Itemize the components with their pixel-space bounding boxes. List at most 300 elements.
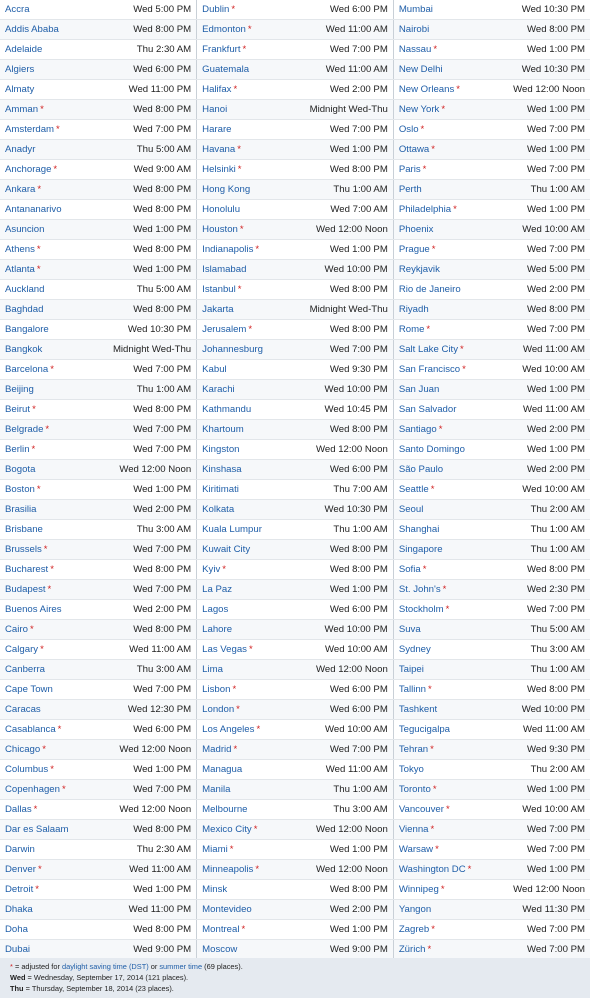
city-link[interactable]: Mexico City [202, 824, 252, 835]
city-link[interactable]: Kingston [202, 444, 240, 455]
city-link[interactable]: Doha [5, 924, 28, 935]
city-link[interactable]: Santo Domingo [398, 444, 465, 455]
city-link[interactable]: Cape Town [5, 684, 53, 695]
local-time: Wed 6:00 PM [100, 60, 197, 80]
city-link[interactable]: Kuala Lumpur [202, 524, 262, 535]
local-time: Wed 9:00 PM [100, 940, 197, 960]
city-link[interactable]: Kiritimati [202, 484, 239, 495]
dst-marker: * [233, 744, 238, 755]
city-link[interactable]: Anchorage [5, 164, 52, 175]
city-link[interactable]: Caracas [5, 704, 41, 715]
city-cell [197, 700, 297, 720]
city-link[interactable]: Warsaw [398, 844, 434, 855]
city-link[interactable]: Berlin [5, 444, 30, 455]
summer-time-link[interactable]: summer time [159, 962, 203, 971]
city-link[interactable]: Anadyr [5, 144, 36, 155]
dst-marker: * [37, 184, 42, 195]
city-link[interactable]: Tokyo [398, 764, 424, 775]
dst-marker: * [445, 804, 450, 815]
local-time: Wed 1:00 PM [493, 100, 590, 120]
city-cell [0, 100, 100, 120]
city-link[interactable]: Casablanca [5, 724, 56, 735]
city-cell [0, 540, 100, 560]
local-time: Wed 2:00 PM [100, 500, 197, 520]
local-time: Wed 10:00 PM [493, 700, 590, 720]
legend-dst-prefix: = adjusted for [12, 962, 62, 971]
city-cell [393, 100, 493, 120]
city-link[interactable]: Atlanta [5, 264, 35, 275]
city-link[interactable]: Istanbul [202, 284, 236, 295]
local-time: Thu 5:00 AM [493, 620, 590, 640]
city-link[interactable]: Harare [202, 124, 232, 135]
city-cell [197, 780, 297, 800]
local-time: Wed 2:00 PM [100, 600, 197, 620]
city-link[interactable]: Vienna [398, 824, 429, 835]
city-link[interactable]: Kyiv [202, 564, 221, 575]
city-cell [0, 200, 100, 220]
city-link[interactable]: Suva [398, 624, 421, 635]
city-cell [0, 440, 100, 460]
dst-marker: * [456, 84, 460, 95]
city-link[interactable]: Brasilia [5, 504, 37, 515]
local-time: Wed 10:30 PM [100, 320, 197, 340]
city-link[interactable]: Dar es Salaam [5, 824, 69, 835]
city-link[interactable]: Jakarta [202, 304, 234, 315]
city-cell [393, 720, 493, 740]
table-row [0, 520, 590, 540]
city-link[interactable]: Phoenix [398, 224, 434, 235]
city-link[interactable]: Seoul [398, 504, 424, 515]
city-cell [393, 600, 493, 620]
local-time: Thu 1:00 AM [100, 380, 197, 400]
city-link[interactable]: Karachi [202, 384, 235, 395]
city-cell [197, 840, 297, 860]
city-cell [0, 620, 100, 640]
city-link[interactable]: Dallas [5, 804, 32, 815]
local-time: Wed 7:00 PM [297, 740, 394, 760]
table-row [0, 80, 590, 100]
city-link[interactable]: London [202, 704, 235, 715]
city-link[interactable]: Rome [398, 324, 425, 335]
local-time: Wed 10:00 AM [493, 800, 590, 820]
city-cell [393, 340, 493, 360]
city-link[interactable]: Indianapolis [202, 244, 254, 255]
table-row [0, 460, 590, 480]
city-link[interactable]: Chicago [5, 744, 41, 755]
city-link[interactable]: Nairobi [398, 24, 430, 35]
city-link[interactable]: San Juan [398, 384, 440, 395]
local-time: Wed 6:00 PM [297, 600, 394, 620]
city-link[interactable]: Auckland [5, 284, 45, 295]
city-link[interactable]: Dublin [202, 4, 230, 15]
local-time: Wed 7:00 PM [493, 940, 590, 960]
city-link[interactable]: Calgary [5, 644, 39, 655]
local-time: Thu 3:00 AM [493, 640, 590, 660]
local-time: Wed 10:30 PM [297, 500, 394, 520]
city-link[interactable]: Miami [202, 844, 228, 855]
city-link[interactable]: Perth [398, 184, 422, 195]
city-cell [0, 680, 100, 700]
table-row [0, 320, 590, 340]
local-time: Wed 11:00 AM [493, 720, 590, 740]
city-link[interactable]: Havana [202, 144, 236, 155]
city-link[interactable]: Hanoi [202, 104, 228, 115]
city-link[interactable]: Edmonton [202, 24, 246, 35]
city-link[interactable]: Philadelphia [398, 204, 452, 215]
city-cell [197, 880, 297, 900]
city-link[interactable]: Montreal [202, 924, 240, 935]
local-time: Wed 10:45 PM [297, 400, 394, 420]
city-link[interactable]: Almaty [5, 84, 35, 95]
dst-marker: * [43, 544, 48, 555]
city-cell [0, 40, 100, 60]
local-time: Wed 5:00 PM [493, 260, 590, 280]
local-time: Thu 5:00 AM [100, 280, 197, 300]
city-link[interactable]: Shanghai [398, 524, 440, 535]
wed-description: = Wednesday, September 17, 2014 (121 places). [25, 973, 189, 982]
dst-link[interactable]: daylight saving time (DST) [62, 962, 149, 971]
local-time: Wed 11:00 PM [100, 900, 197, 920]
local-time: Wed 12:30 PM [100, 700, 197, 720]
city-link[interactable]: Frankfurt [202, 44, 241, 55]
local-time: Wed 10:30 PM [493, 0, 590, 20]
thu-description: = Thursday, September 18, 2014 (23 places). [23, 984, 174, 993]
city-link[interactable]: Ankara [5, 184, 36, 195]
city-link[interactable]: Bucharest [5, 564, 49, 575]
city-link[interactable]: Baghdad [5, 304, 44, 315]
city-link[interactable]: Vancouver [398, 804, 444, 815]
city-link[interactable]: Dhaka [5, 904, 33, 915]
city-cell [393, 800, 493, 820]
city-cell [393, 780, 493, 800]
local-time: Wed 8:00 PM [297, 540, 394, 560]
city-cell [197, 720, 297, 740]
legend-thu-line [10, 983, 590, 994]
city-link[interactable]: Lagos [202, 604, 229, 615]
city-cell [0, 240, 100, 260]
city-link[interactable]: Brussels [5, 544, 42, 555]
city-cell [197, 460, 297, 480]
city-link[interactable]: Detroit [5, 884, 34, 895]
city-cell [393, 840, 493, 860]
city-link[interactable]: Guatemala [202, 64, 250, 75]
city-link[interactable]: Accra [5, 4, 30, 15]
city-link[interactable]: La Paz [202, 584, 233, 595]
city-link[interactable]: Lahore [202, 624, 233, 635]
city-cell [0, 940, 100, 960]
city-cell [0, 900, 100, 920]
dst-marker: * [453, 204, 457, 215]
local-time: Wed 1:00 PM [100, 480, 197, 500]
dst-marker: * [460, 344, 464, 355]
city-link[interactable]: Adelaide [5, 44, 43, 55]
city-link[interactable]: Manila [202, 784, 231, 795]
local-time: Wed 8:00 PM [297, 560, 394, 580]
city-link[interactable]: Paris [398, 164, 421, 175]
city-link[interactable]: Athens [5, 244, 35, 255]
city-link[interactable]: Bangalore [5, 324, 49, 335]
city-cell [0, 20, 100, 40]
city-link[interactable]: São Paulo [398, 464, 444, 475]
city-cell [393, 120, 493, 140]
city-cell [393, 280, 493, 300]
city-link[interactable]: Kolkata [202, 504, 235, 515]
city-link[interactable]: Houston [202, 224, 238, 235]
city-cell [393, 920, 493, 940]
city-link[interactable]: Madrid [202, 744, 232, 755]
local-time: Wed 2:00 PM [493, 280, 590, 300]
dst-marker: * [45, 424, 50, 435]
city-link[interactable]: Bogota [5, 464, 36, 475]
city-cell [393, 500, 493, 520]
table-row [0, 780, 590, 800]
city-link[interactable]: Zürich [398, 944, 426, 955]
city-cell [197, 100, 297, 120]
city-link[interactable]: Amman [5, 104, 39, 115]
city-link[interactable]: Canberra [5, 664, 45, 675]
city-link[interactable]: Brisbane [5, 524, 43, 535]
city-cell [0, 800, 100, 820]
city-link[interactable]: Beijing [5, 384, 34, 395]
local-time: Wed 10:30 PM [493, 60, 590, 80]
city-link[interactable]: Lima [202, 664, 223, 675]
city-link[interactable]: Tallinn [398, 684, 427, 695]
city-link[interactable]: Barcelona [5, 364, 49, 375]
city-cell [0, 600, 100, 620]
city-link[interactable]: Beirut [5, 404, 31, 415]
local-time: Wed 7:00 AM [297, 200, 394, 220]
city-link[interactable]: Stockholm [398, 604, 444, 615]
local-time: Wed 7:00 PM [493, 600, 590, 620]
local-time: Thu 2:30 AM [100, 40, 197, 60]
city-link[interactable]: San Francisco [398, 364, 461, 375]
city-link[interactable]: Dubai [5, 944, 31, 955]
city-link[interactable]: Tehran [398, 744, 429, 755]
city-link[interactable]: Addis Ababa [5, 24, 59, 35]
city-cell [0, 580, 100, 600]
table-row [0, 120, 590, 140]
local-time: Thu 1:00 AM [297, 180, 394, 200]
city-link[interactable]: Denver [5, 864, 36, 875]
city-cell [393, 660, 493, 680]
local-time: Wed 1:00 PM [100, 880, 197, 900]
local-time: Wed 12:00 Noon [100, 740, 197, 760]
city-link[interactable]: Seattle [398, 484, 429, 495]
city-cell [0, 280, 100, 300]
city-cell [393, 20, 493, 40]
city-link[interactable]: Ottawa [398, 144, 430, 155]
city-cell [393, 200, 493, 220]
city-link[interactable]: Zagreb [398, 924, 430, 935]
city-link[interactable]: Belgrade [5, 424, 44, 435]
city-link[interactable]: New Orleans [398, 84, 455, 95]
local-time: Wed 8:00 PM [100, 240, 197, 260]
city-link[interactable]: Kabul [202, 364, 227, 375]
city-link[interactable]: Las Vegas [202, 644, 247, 655]
city-link[interactable]: Tashkent [398, 704, 438, 715]
city-link[interactable]: Toronto [398, 784, 431, 795]
city-link[interactable]: Copenhagen [5, 784, 60, 795]
city-link[interactable]: San Salvador [398, 404, 457, 415]
city-link[interactable]: Minsk [202, 884, 228, 895]
city-link[interactable]: Taipei [398, 664, 424, 675]
table-row [0, 300, 590, 320]
city-link[interactable]: Asuncion [5, 224, 45, 235]
legend-dst-line [10, 961, 590, 972]
city-cell [393, 0, 493, 20]
city-link[interactable]: Reykjavik [398, 264, 440, 275]
city-link[interactable]: Minneapolis [202, 864, 254, 875]
dst-marker: * [247, 24, 252, 35]
city-link[interactable]: New York [398, 104, 440, 115]
table-row [0, 560, 590, 580]
city-link[interactable]: Johannesburg [202, 344, 263, 355]
city-cell [197, 640, 297, 660]
dst-marker: * [237, 284, 242, 295]
city-cell [0, 880, 100, 900]
table-row [0, 260, 590, 280]
local-time: Wed 1:00 PM [297, 580, 394, 600]
local-time: Wed 8:00 PM [297, 280, 394, 300]
city-link[interactable]: Hong Kong [202, 184, 251, 195]
city-cell [393, 880, 493, 900]
city-link[interactable]: Bangkok [5, 344, 43, 355]
city-cell [0, 220, 100, 240]
dst-marker: * [237, 164, 242, 175]
dst-marker: * [242, 44, 247, 55]
table-row [0, 480, 590, 500]
city-link[interactable]: Islamabad [202, 264, 247, 275]
dst-marker: * [37, 864, 42, 875]
city-link[interactable]: Kinshasa [202, 464, 242, 475]
local-time: Wed 8:00 PM [493, 680, 590, 700]
city-cell [0, 840, 100, 860]
city-cell [393, 680, 493, 700]
local-time: Thu 2:00 AM [493, 760, 590, 780]
local-time: Midnight Wed-Thu [100, 340, 197, 360]
city-link[interactable]: Buenos Aires [5, 604, 62, 615]
city-cell [197, 660, 297, 680]
dst-marker: * [233, 84, 238, 95]
city-link[interactable]: New Delhi [398, 64, 443, 75]
city-link[interactable]: Riyadh [398, 304, 429, 315]
dst-marker: * [438, 424, 443, 435]
dst-marker: * [428, 684, 432, 695]
dst-marker: * [433, 44, 438, 55]
city-link[interactable]: Darwin [5, 844, 35, 855]
city-link[interactable]: Khartoum [202, 424, 244, 435]
city-cell [393, 380, 493, 400]
city-link[interactable]: Singapore [398, 544, 443, 555]
dst-marker: * [40, 644, 44, 655]
city-link[interactable]: Salt Lake City [398, 344, 459, 355]
local-time: Wed 10:00 AM [493, 220, 590, 240]
city-link[interactable]: Los Angeles [202, 724, 255, 735]
table-row [0, 940, 590, 960]
city-link[interactable]: Lisbon [202, 684, 231, 695]
city-cell [0, 360, 100, 380]
dst-marker: * [42, 744, 46, 755]
city-link[interactable]: Managua [202, 764, 243, 775]
city-link[interactable]: Prague [398, 244, 430, 255]
local-time: Wed 7:00 PM [100, 780, 197, 800]
city-link[interactable]: Washington DC [398, 864, 466, 875]
city-link[interactable]: Sydney [398, 644, 431, 655]
city-cell [197, 300, 297, 320]
local-time: Wed 2:00 PM [493, 460, 590, 480]
table-row [0, 60, 590, 80]
local-time: Wed 7:00 PM [100, 440, 197, 460]
city-link[interactable]: Tegucigalpa [398, 724, 451, 735]
city-link[interactable]: Honolulu [202, 204, 241, 215]
table-row [0, 760, 590, 780]
local-time: Wed 7:00 PM [297, 340, 394, 360]
city-link[interactable]: Algiers [5, 64, 35, 75]
city-link[interactable]: Budapest [5, 584, 46, 595]
city-link[interactable]: Columbus [5, 764, 49, 775]
table-row [0, 20, 590, 40]
city-link[interactable]: Moscow [202, 944, 238, 955]
city-link[interactable]: Kuwait City [202, 544, 251, 555]
local-time: Wed 1:00 PM [493, 780, 590, 800]
dst-marker: * [222, 564, 227, 575]
city-link[interactable]: Rio de Janeiro [398, 284, 461, 295]
dst-marker: * [431, 244, 436, 255]
city-cell [197, 800, 297, 820]
city-link[interactable]: Jerusalem [202, 324, 247, 335]
local-time: Wed 9:00 PM [297, 940, 394, 960]
city-link[interactable]: Winnipeg [398, 884, 439, 895]
city-cell [393, 620, 493, 640]
city-link[interactable]: Halifax [202, 84, 232, 95]
city-link[interactable]: Sofia [398, 564, 421, 575]
local-time: Thu 7:00 AM [297, 480, 394, 500]
local-time: Thu 1:00 AM [493, 660, 590, 680]
city-link[interactable]: Cairo [5, 624, 28, 635]
dst-marker: * [61, 784, 66, 795]
dst-star: * [10, 962, 13, 971]
city-cell [0, 80, 100, 100]
city-cell [0, 700, 100, 720]
table-row [0, 860, 590, 880]
table-row [0, 0, 590, 20]
city-link[interactable]: Amsterdam [5, 124, 55, 135]
table-row [0, 680, 590, 700]
city-link[interactable]: Mumbai [398, 4, 433, 15]
city-link[interactable]: Kathmandu [202, 404, 252, 415]
city-link[interactable]: Nassau [398, 44, 432, 55]
city-link[interactable]: Yangon [398, 904, 432, 915]
city-link[interactable]: St. John's [398, 584, 441, 595]
city-cell [393, 540, 493, 560]
local-time: Wed 12:00 Noon [100, 460, 197, 480]
city-link[interactable]: Boston [5, 484, 35, 495]
local-time: Wed 10:00 AM [297, 720, 394, 740]
city-link[interactable]: Santiago [398, 424, 437, 435]
city-link[interactable]: Oslo [398, 124, 419, 135]
dst-marker: * [255, 244, 260, 255]
city-cell [197, 360, 297, 380]
city-link[interactable]: Melbourne [202, 804, 248, 815]
local-time: Wed 8:00 PM [100, 200, 197, 220]
city-link[interactable]: Helsinki [202, 164, 236, 175]
city-cell [197, 540, 297, 560]
table-row [0, 340, 590, 360]
legend-wed-line [10, 972, 590, 983]
table-row [0, 920, 590, 940]
city-link[interactable]: Antananarivo [5, 204, 62, 215]
city-link[interactable]: Montevideo [202, 904, 252, 915]
